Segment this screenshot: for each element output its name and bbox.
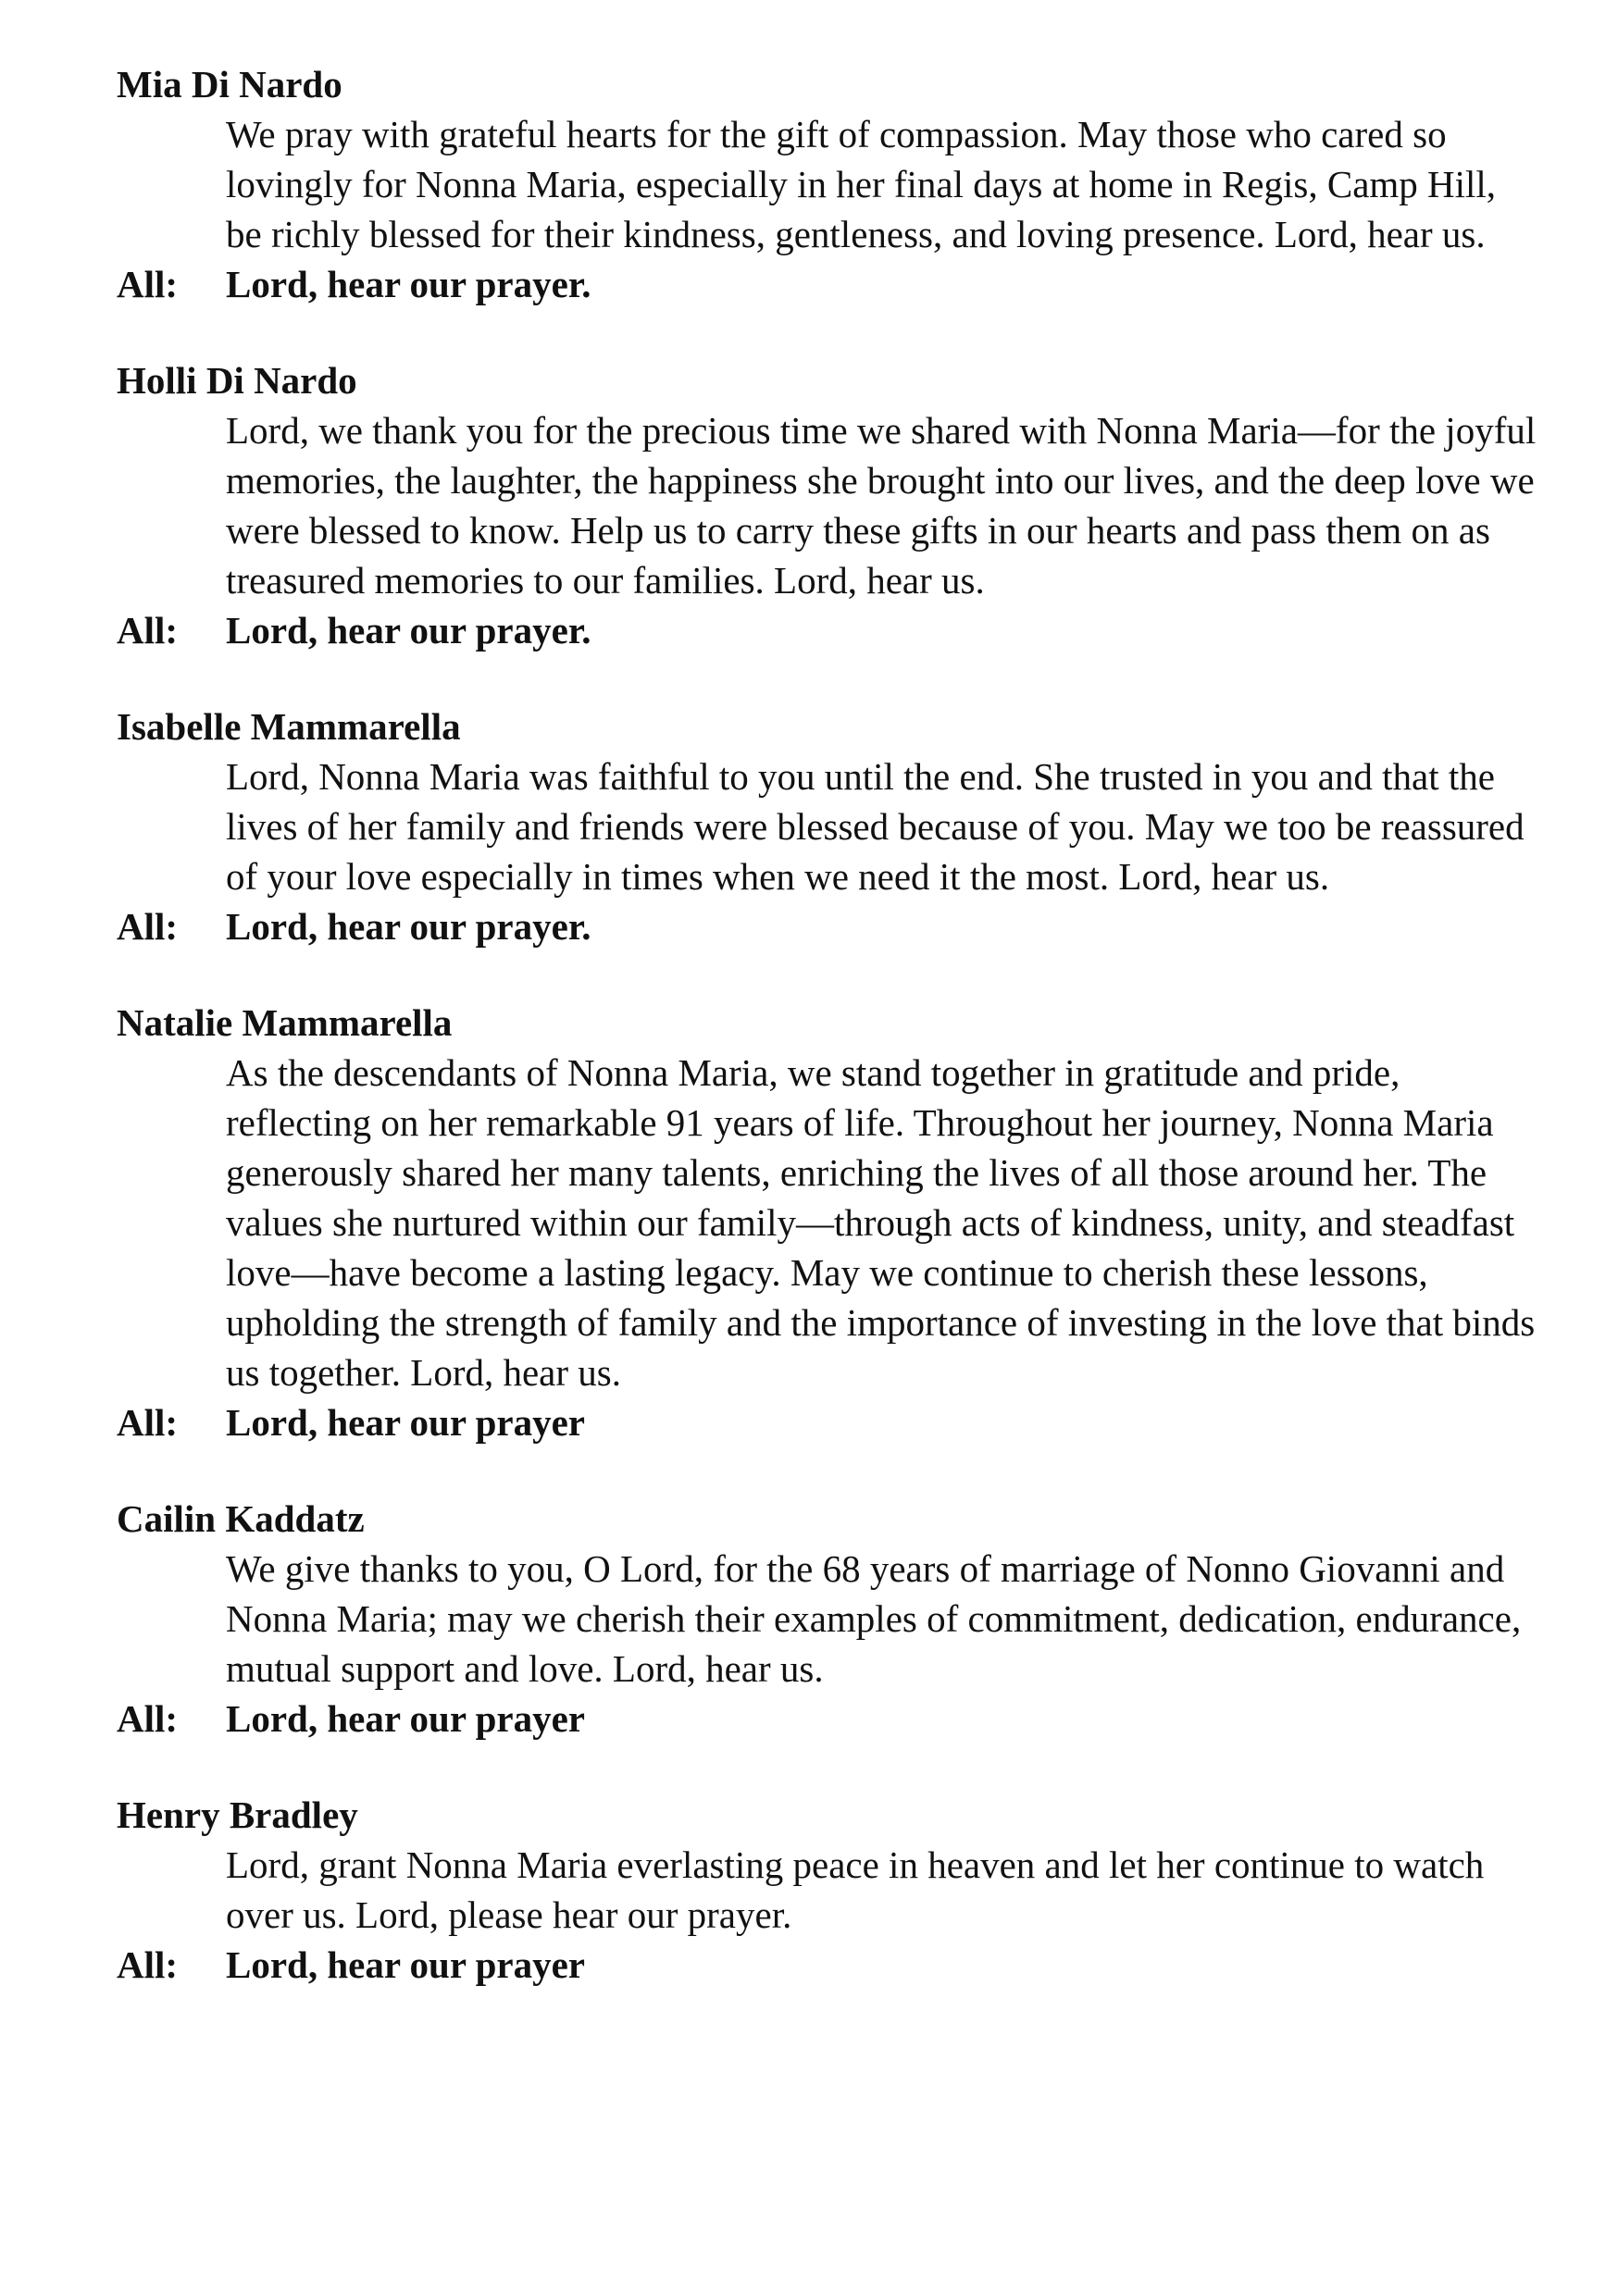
response-text: Lord, hear our prayer [226, 1697, 585, 1740]
response-text: Lord, hear our prayer [226, 1943, 585, 1986]
response-line [117, 1397, 1524, 1447]
reader-name: Cailin Kaddatz [117, 1497, 365, 1540]
prayer-text: Lord, Nonna Maria was faithful to you until the end. She trusted in you and that the lives of her family and friends were blessed because of you. May we too be reassured of your love especially in times when we need it the most. Lord, hear us. [226, 755, 1525, 898]
response-line [117, 1940, 1524, 1990]
response-label: All: [117, 905, 179, 948]
response-label: All: [117, 263, 179, 305]
response-text: Lord, hear our prayer. [226, 609, 591, 652]
intention-block [117, 1790, 1524, 1990]
reader-name: Holli Di Nardo [117, 359, 357, 402]
response-label: All: [117, 609, 179, 652]
reader-name: Isabelle Mammarella [117, 705, 461, 748]
response-line [117, 1694, 1524, 1744]
response-line [117, 605, 1524, 655]
intention-block [117, 1494, 1524, 1744]
response-text: Lord, hear our prayer. [226, 263, 591, 305]
reader-name: Mia Di Nardo [117, 63, 342, 105]
intention-block [117, 998, 1536, 1447]
response-label: All: [117, 1943, 179, 1986]
reader-name: Henry Bradley [117, 1793, 358, 1836]
response-label: All: [117, 1697, 179, 1740]
prayer-text: We give thanks to you, O Lord, for the 68 years of marriage of Nonno Giovanni and Nonna Maria; may we cherish their examples of commitment, dedication, endurance, mutual support and love. Lord, hear us. [226, 1547, 1522, 1690]
intention-block [117, 701, 1524, 951]
response-label: All: [117, 1401, 179, 1444]
prayer-text: We pray with grateful hearts for the gift of compassion. May those who cared so lovingly for Nonna Maria, especially in her final days at home in Regis, Camp Hill, be richly blessed for their kindness, gentleness, and loving presence. Lord, hear us. [226, 113, 1497, 255]
prayer-text: Lord, grant Nonna Maria everlasting peace in heaven and let her continue to watch over us. Lord, please hear our prayer. [226, 1843, 1485, 1936]
intention-block [117, 355, 1537, 655]
prayer-text: Lord, we thank you for the precious time we shared with Nonna Maria—for the joyful memories, the laughter, the happiness she brought into our lives, and the deep love we were blessed to know. Help us to carry these gifts in our hearts and pass them on as treasured memories to our families. Lord, hear us. [226, 409, 1537, 602]
prayer-text: As the descendants of Nonna Maria, we stand together in gratitude and pride, reflecting on her remarkable 91 years of life. Throughout her journey, Nonna Maria generously shared her many talents, enriching the lives of all those around her. The values she nurtured within our family—through acts of kindness, unity, and steadfast love—have become a lasting legacy. May we continue to cherish these lessons, upholding the strength of family and the importance of investing in the love that binds us together. Lord, hear us. [226, 1051, 1536, 1394]
response-text: Lord, hear our prayer [226, 1401, 585, 1444]
prayers-of-the-faithful [117, 59, 1537, 2036]
response-line [117, 259, 1524, 309]
intention-block [117, 59, 1524, 309]
response-line [117, 901, 1524, 951]
response-text: Lord, hear our prayer. [226, 905, 591, 948]
reader-name: Natalie Mammarella [117, 1001, 453, 1044]
